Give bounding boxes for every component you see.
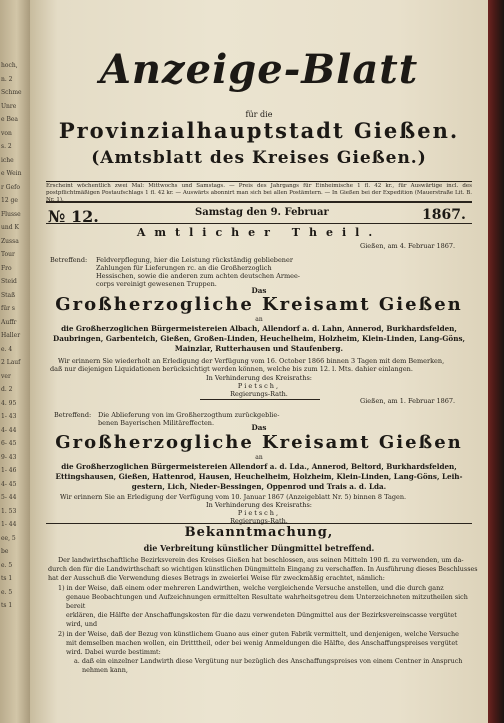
prev-page-fragment: 4. 95 <box>1 399 17 407</box>
prev-page-fragment: Schme <box>1 89 22 96</box>
prev-page-fragment: s. 2 <box>1 143 12 150</box>
prev-page-fragment: e Bea <box>1 116 18 123</box>
notice2-das: Das <box>251 423 267 432</box>
prev-page-fragment: 1- 44 <box>1 521 17 528</box>
prev-page-fragment: r Gefo <box>1 183 20 191</box>
issue-number: № 12. <box>48 207 99 226</box>
prev-page-fragment: ts 1 <box>1 602 13 609</box>
notice1-signature: In Verhinderung des Kreisraths: Pietsch, Regierungs-Rath. <box>206 374 312 398</box>
prev-page-fragment: 6- 45 <box>1 440 17 447</box>
rule-bekanntmachung <box>46 523 472 524</box>
notice2-authority: Großherzogliche Kreisamt Gießen <box>55 432 463 453</box>
prev-page-fragment: 1- 46 <box>1 467 17 474</box>
prev-page-fragment: 12 ge <box>1 197 18 204</box>
notice1-body: Wir erinnern Sie wiederholt an Erledigung der Verfügung vom 16. October 1866 binnen 3 Tagen mit dem Bemerken, daß nur diejenigen Liquidationen berücksichtigt werden können, welche bis zum 12. l. Mts. dahier einlangen. <box>50 357 445 373</box>
prev-page-fragment: ver <box>1 372 11 380</box>
notice2-signature: In Verhinderung des Kreisraths: Pietsch, Regierungs-Rath. <box>206 501 312 525</box>
notice1-addressee-2: Daubringen, Garbenteich, Gießen, Großen-Linden, Heuchelheim, Holzheim, Klein-Linden, Lang-Göns, <box>52 334 465 343</box>
notice1-subject: Feldverpflegung, hier die Leistung rückständig gebliebener Zahlungen für Lieferungen rc. an die Großherzoglich Hessischen, sowie die anderen zum achten deutschen Armee- corps vereinigt gewesenen Truppen. <box>96 256 301 288</box>
prev-page-fragment: Tour <box>1 251 15 258</box>
masthead-province: Provinzialhauptstadt Gießen. <box>58 118 460 143</box>
prev-page-fragment: ts 1 <box>1 575 13 582</box>
book-spine-edge <box>488 0 504 723</box>
masthead-fuer-die: für die <box>245 110 273 119</box>
prev-page-fragment: 9- 43 <box>1 453 17 461</box>
rule-top <box>46 181 472 182</box>
prev-page-fragment: hoch, <box>1 62 18 69</box>
prev-page-fragment: e. 4 <box>1 345 13 353</box>
prev-page-fragment: e. 5 <box>1 588 13 596</box>
prev-page-fragment: Flusse <box>1 210 21 218</box>
prev-page-fragment: be <box>1 548 9 555</box>
prev-page-fragment: 1. 53 <box>1 507 17 515</box>
rule-issue <box>46 223 472 224</box>
notice2-an: an <box>255 454 263 461</box>
notice1-betreffend-label: Betreffend: <box>50 256 88 264</box>
notice2-addressee-2: Ettingshausen, Gießen, Hattenrod, Hausen, Heuchelheim, Holzheim, Klein-Linden, Lang-Göns, Leih- <box>55 472 463 481</box>
prev-page-fragment: n. 2 <box>1 75 13 83</box>
prev-page-fragment: und K <box>1 224 19 231</box>
prev-page-fragment: 1- 43 <box>1 413 17 420</box>
prev-page-fragment: 4- 45 <box>1 480 17 488</box>
bekanntmachung-body: Der landwirthschaftliche Bezirksverein des Kreises Gießen hat beschlossen, aus seinen Mitteln 190 fl. zu verwenden, um da- durch den für die Landwirthschaft so wichtigen künstlichen Düngmitteln Eingang zu verschaffen. In Ausführung dieses Beschlusses hat der Ausschuß die Verwendung dieses Betrags in zweierlei Weise für zweckmäßig erachtet, nämlich: 1) in der Weise, daß einem oder mehreren Landwirthen, welche vergleichende Versuche anstellen, und die durch ganz genaue Beobachtungen und Aufzeichnungen ermittelten Resultate wahrheitsgetreu dem Unterzeichneten mitzutheilen sich bereit erklären, die Hälfte der Anschaffungskosten für die dazu verwendeten Düngmittel aus der Bezirksvereinscasse vergütet wird, und 2) in der Weise, daß der Bezug von künstlichem Guano aus einer guten Fabrik vermittelt, und denjenigen, welche Versuche mit demselben machen wollen, ein Dritttheil, oder bei wenig Anmeldungen die Hälfte, des Anschaffungspreises vergütet wird. Dabei wurde bestimmt: a. daß ein einzelner Landwirth diese Vergütung nur bezüglich des Anschaffungspreises von einem Centner in Anspruch nehmen kann, <box>48 556 478 675</box>
notice1-addressee-1: die Großherzoglichen Bürgermeistereien Albach, Allendorf a. d. Lahn, Annerod, Burkhardsfelden, <box>61 324 457 333</box>
prev-page-fragment: Fro <box>1 264 12 272</box>
masthead-title: Anzeige-Blatt <box>99 46 419 93</box>
notice2-body: Wir erinnern Sie an Erledigung der Verfügung vom 10. Januar 1867 (Anzeigeblatt Nr. 5) binnen 8 Tagen. <box>60 493 407 501</box>
newspaper-page <box>30 0 488 723</box>
section-heading: Amtlicher Theil. <box>136 226 382 239</box>
notice1-authority: Großherzogliche Kreisamt Gießen <box>55 294 463 315</box>
notice1-das: Das <box>251 286 267 295</box>
notice2-addressee-3: gestern, Lich, Nieder-Bessingen, Oppenrod und Trais a. d. Lda. <box>131 482 387 491</box>
issue-date: Samstag den 9. Februar <box>195 207 329 218</box>
prev-page-fragment: e Wein <box>1 170 22 177</box>
prev-page-fragment: 2 Lauf <box>1 359 21 366</box>
notice1-an: an <box>255 316 263 323</box>
prev-page-fragment: 5- 44 <box>1 494 17 501</box>
notice1-addressee-3: Mainzlar, Rutterhausen und Staufenberg. <box>174 344 344 353</box>
notice2-betreffend-label: Betreffend: <box>54 411 92 419</box>
prev-page-fragment: Zussa <box>1 237 19 245</box>
frequency-notice: Erscheint wöchentlich zwei Mal: Mittwochs und Samstags. — Preis des Jahrgangs für Einheimische 1 fl. 42 kr., für Auswärtige incl. des postpflichtmäßigen Postaufschlags 1 fl. 42 kr. — Auswärts abonnirt man sich bei allen Postämtern. — In Gießen bei der Expedition (Mauerstraße Lit. B. Nr. 1). <box>46 183 472 203</box>
prev-page-fragment: für s <box>1 305 15 312</box>
prev-page-fragment: Haller <box>1 332 21 339</box>
prev-page-fragment: 4- 44 <box>1 426 17 434</box>
notice2-addressee-1: die Großherzoglichen Bürgermeistereien Allendorf a. d. Lda., Annerod, Beltord, Burkhardsfelden, <box>61 462 457 471</box>
prev-page-fragment: e. 5 <box>1 561 13 569</box>
prev-page-fragment: Unre <box>1 102 17 110</box>
prev-page-fragment: Auffr <box>1 318 17 326</box>
prev-page-fragment: iche <box>1 156 14 164</box>
prev-page-fragment: ee, 5 <box>1 534 16 542</box>
prev-page-fragment: Steid <box>1 278 17 285</box>
notice1-place-date: Gießen, am 4. Februar 1867. <box>360 242 456 250</box>
notice2-subject: Die Ablieferung von im Großherzogthum zurückgeblie- benen Bayerischen Militäreffecten. <box>98 411 280 427</box>
bekanntmachung-title: Bekanntmachung, <box>184 525 334 540</box>
prev-page-fragment: d. 2 <box>1 386 13 393</box>
notice-divider <box>200 399 320 400</box>
masthead-amtsblatt: (Amtsblatt des Kreises Gießen.) <box>91 148 427 168</box>
previous-page-margin <box>0 0 30 723</box>
prev-page-fragment: von <box>1 129 12 137</box>
prev-page-fragment: Staß <box>1 291 16 299</box>
issue-year: 1867. <box>422 207 466 223</box>
bekanntmachung-subtitle: die Verbreitung künstlicher Düngmittel betreffend. <box>143 543 375 553</box>
notice2-place-date: Gießen, am 1. Februar 1867. <box>360 397 456 405</box>
rule-double <box>46 201 472 203</box>
